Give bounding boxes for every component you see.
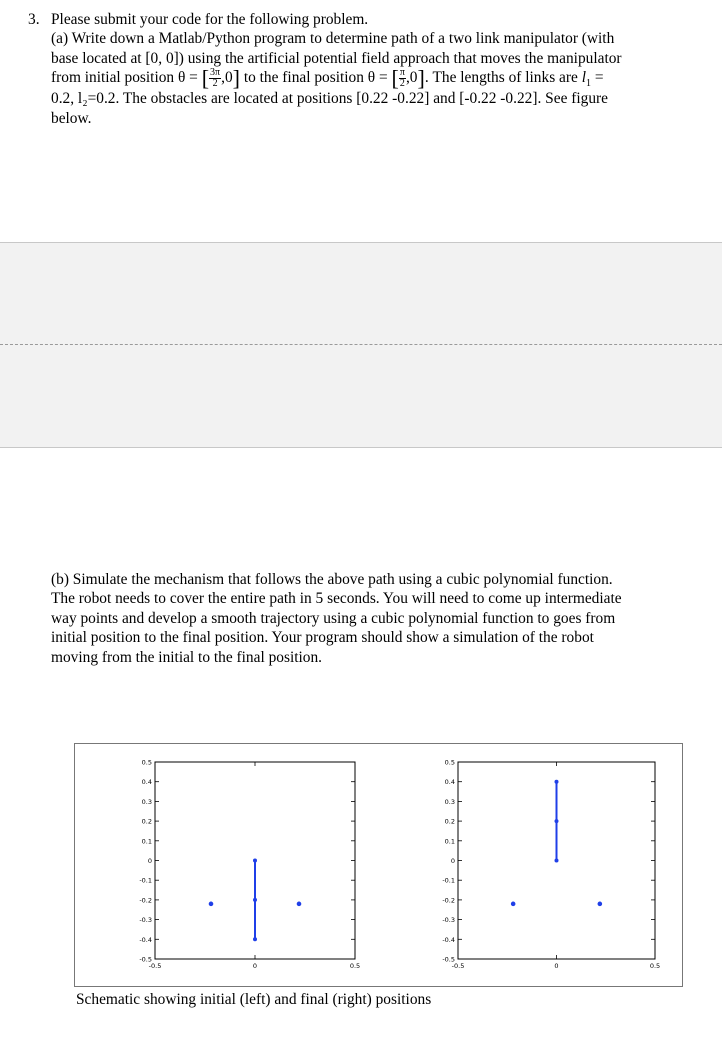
- line3-mid: to the final position θ =: [239, 69, 392, 87]
- bracket-close-icon: ]: [232, 65, 240, 91]
- initial-rest: ,0: [221, 69, 233, 87]
- part-b: [51, 570, 691, 667]
- initial-denominator: 2: [212, 78, 218, 90]
- x-tick-label: 0.5: [649, 962, 661, 970]
- problem-heading: [51, 10, 701, 128]
- figure-box: [74, 743, 683, 987]
- part-a-line-1: (a) Write down a Matlab/Python program to determine path of a two link manipulator (with: [51, 30, 615, 48]
- bracket-open-icon: [: [391, 65, 399, 91]
- x-tick-label: 0: [554, 962, 559, 970]
- answer-area[interactable]: [0, 242, 722, 448]
- obstacle-point: [598, 902, 603, 907]
- line3-pre: from initial position θ =: [51, 69, 202, 87]
- part-b-line-4: initial position to the final position. Your program should show a simulation of the robot: [51, 629, 594, 647]
- y-tick-label: 0.1: [141, 837, 152, 846]
- y-tick-label: 0: [450, 857, 455, 865]
- y-tick-label: 0.1: [444, 837, 455, 846]
- joint-point: [253, 898, 257, 902]
- heading-text: Please submit your code for the following problem.: [51, 11, 369, 28]
- obstacle-point: [511, 902, 516, 907]
- joint-point: [253, 859, 257, 863]
- figure-caption: Schematic showing initial (left) and final (right) positions: [76, 991, 432, 1008]
- y-tick-label: -0.5: [139, 955, 152, 964]
- bracket-close-icon: ]: [417, 65, 425, 91]
- problem-number: 3.: [28, 11, 40, 28]
- y-tick-label: -0.2: [442, 896, 455, 905]
- y-tick-label: 0.3: [141, 797, 152, 806]
- y-tick-label: 0: [147, 857, 152, 865]
- joint-point: [555, 780, 559, 784]
- obstacle-point: [297, 902, 302, 907]
- part-a-line-4: 0.2, l₂=0.2. The obstacles are located at positions [0.22 -0.22] and [-0.22 -0.22]. See figure: [51, 90, 608, 108]
- joint-point: [555, 819, 559, 823]
- final-fraction: [399, 68, 406, 89]
- y-tick-label: 0.4: [444, 778, 455, 787]
- link-length-sub: 1: [585, 78, 591, 90]
- y-tick-label: 0.5: [444, 758, 455, 767]
- joint-point: [253, 937, 257, 941]
- x-tick-label: 0.5: [349, 962, 361, 970]
- x-tick-label: -0.5: [451, 962, 465, 970]
- part-b-line-1: (b) Simulate the mechanism that follows the above path using a cubic polynomial function.: [51, 571, 613, 588]
- y-tick-label: 0.2: [141, 817, 152, 826]
- x-tick-label: 0: [252, 962, 258, 970]
- initial-numerator: 3π: [210, 67, 221, 79]
- y-tick-label: -0.2: [139, 896, 152, 905]
- y-tick-label: -0.3: [442, 916, 455, 925]
- y-tick-label: 0.2: [444, 817, 455, 826]
- final-rest: ,0: [405, 69, 418, 87]
- joint-point: [555, 859, 559, 863]
- part-a-line-2: base located at [0, 0]) using the artificial potential field approach that moves the manipulator: [51, 49, 622, 67]
- y-tick-label: -0.4: [139, 935, 152, 944]
- dashed-separator: [0, 344, 722, 345]
- y-tick-label: 0.3: [444, 797, 455, 806]
- link-length-var: l: [581, 69, 586, 87]
- y-tick-label: -0.1: [442, 876, 455, 885]
- obstacle-point: [209, 902, 214, 907]
- y-tick-label: -0.3: [139, 916, 152, 925]
- y-tick-label: -0.5: [442, 955, 455, 964]
- line3-eq: =: [590, 69, 604, 87]
- bracket-open-icon: [: [201, 65, 210, 91]
- y-tick-label: -0.4: [442, 935, 455, 944]
- y-tick-label: -0.1: [139, 876, 152, 885]
- part-b-line-2: The robot needs to cover the entire path in 5 seconds. You will need to come up intermediate: [51, 590, 622, 608]
- y-tick-label: 0.5: [141, 758, 152, 767]
- final-denominator: 2: [399, 78, 405, 90]
- figure-plots: [75, 744, 682, 986]
- part-a-line-5: below.: [51, 109, 92, 127]
- x-tick-label: -0.5: [148, 962, 162, 970]
- part-a-line-3: [51, 65, 701, 91]
- part-b-line-3: way points and develop a smooth trajectory using a cubic polynomial function to goes from: [51, 609, 616, 627]
- initial-fraction: [209, 68, 221, 89]
- line3-post: . The lengths of links are: [424, 69, 582, 87]
- final-numerator: π: [399, 67, 405, 79]
- part-b-line-5: moving from the initial to the final position.: [51, 648, 323, 666]
- y-tick-label: 0.4: [141, 778, 152, 787]
